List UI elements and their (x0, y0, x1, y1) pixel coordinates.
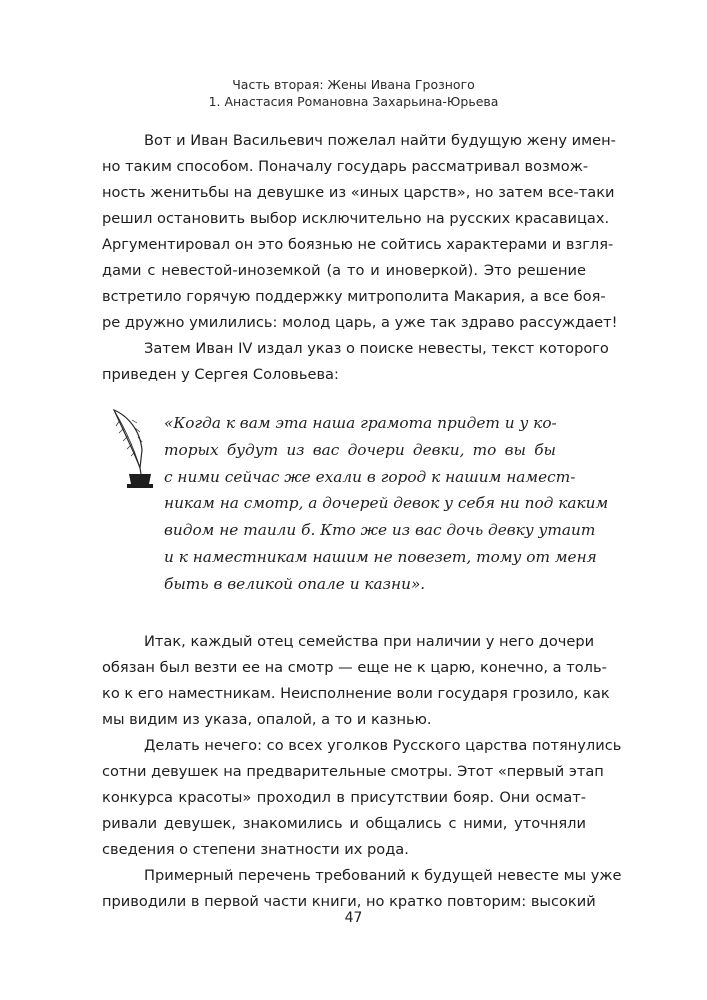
paragraph (102, 128, 618, 336)
paragraph (102, 629, 610, 733)
quote-block (164, 410, 609, 598)
running-header-chapter: 1. Анастасия Романовна Захарьина-Юрьева (208, 94, 499, 109)
text-line: мы видим из указа, опалой, а то и казнью. (102, 711, 432, 728)
quote-line: «Когда к вам эта наша грамота придет и у ко- (164, 414, 557, 432)
text-line: приведен у Сергея Соловьева: (102, 366, 339, 383)
quote-line: и к наместникам нашим не повезет, тому от меня (164, 547, 597, 566)
paragraph (102, 863, 622, 915)
text-line: ко к его наместникам. Неисполнение воли государя грозило, как (102, 685, 610, 702)
paragraph (102, 336, 609, 388)
text-line: ре дружно умилились: молод царь, а уже так здраво рассуждает! (102, 314, 618, 331)
text-line: дами с невестой-иноземкой (а то и иноверкой). Это решение (102, 262, 586, 279)
text-line: Итак, каждый отец семейства при наличии у него дочери (144, 633, 595, 650)
text-line: конкурса красоты» проходил в присутствии бояр. Они осмат- (102, 789, 586, 806)
paragraph (102, 733, 622, 863)
text-line: сотни девушек на предварительные смотры. Этот «первый этап (102, 763, 604, 780)
text-line: приводили в первой части книги, но кратко повторим: высокий (102, 893, 596, 910)
body-text-top (102, 128, 618, 388)
text-line: обязан был везти ее на смотр — еще не к царю, конечно, а толь- (102, 659, 607, 676)
text-line: встретило горячую поддержку митрополита Макария, а все боя- (102, 288, 606, 305)
page-number: 47 (344, 910, 363, 926)
text-line: Аргументировал он это боязнью не сойтись характерами и взгля- (102, 236, 614, 253)
text-line: Примерный перечень требований к будущей невесте мы уже (144, 867, 622, 884)
text-line: Вот и Иван Васильевич пожелал найти будущую жену имен- (144, 132, 616, 149)
quote-line: никам на смотр, а дочерей девок у себя ни под каким (164, 494, 609, 513)
text-line: Делать нечего: со всех уголков Русского царства потянулись (144, 737, 622, 754)
quote-line: с ними сейчас же ехали в город к нашим намест- (164, 467, 576, 486)
text-line: но таким способом. Поначалу государь рассматривал возмож- (102, 158, 589, 175)
quote-line: торых будут из вас дочери девки, то вы бы (164, 440, 556, 459)
text-line: ность женитьбы на девушке из «иных царств», но затем все-таки (102, 184, 615, 201)
quote-line: быть в великой опале и казни». (164, 574, 426, 593)
quote-line: видом не таили б. Кто же из вас дочь девку утаит (164, 521, 596, 540)
body-text-bottom (102, 629, 622, 915)
running-header (0, 76, 707, 110)
running-header-part: Часть вторая: Жены Ивана Грозного (232, 77, 475, 92)
text-line: Затем Иван IV издал указ о поиске невесты, текст которого (144, 340, 609, 357)
text-line: сведения о степени знатности их рода. (102, 841, 409, 858)
quill-inkwell-icon (104, 406, 156, 490)
text-line: ривали девушек, знакомились и общались с ними, уточняли (102, 815, 586, 832)
text-line: решил остановить выбор исключительно на русских красавицах. (102, 210, 610, 227)
